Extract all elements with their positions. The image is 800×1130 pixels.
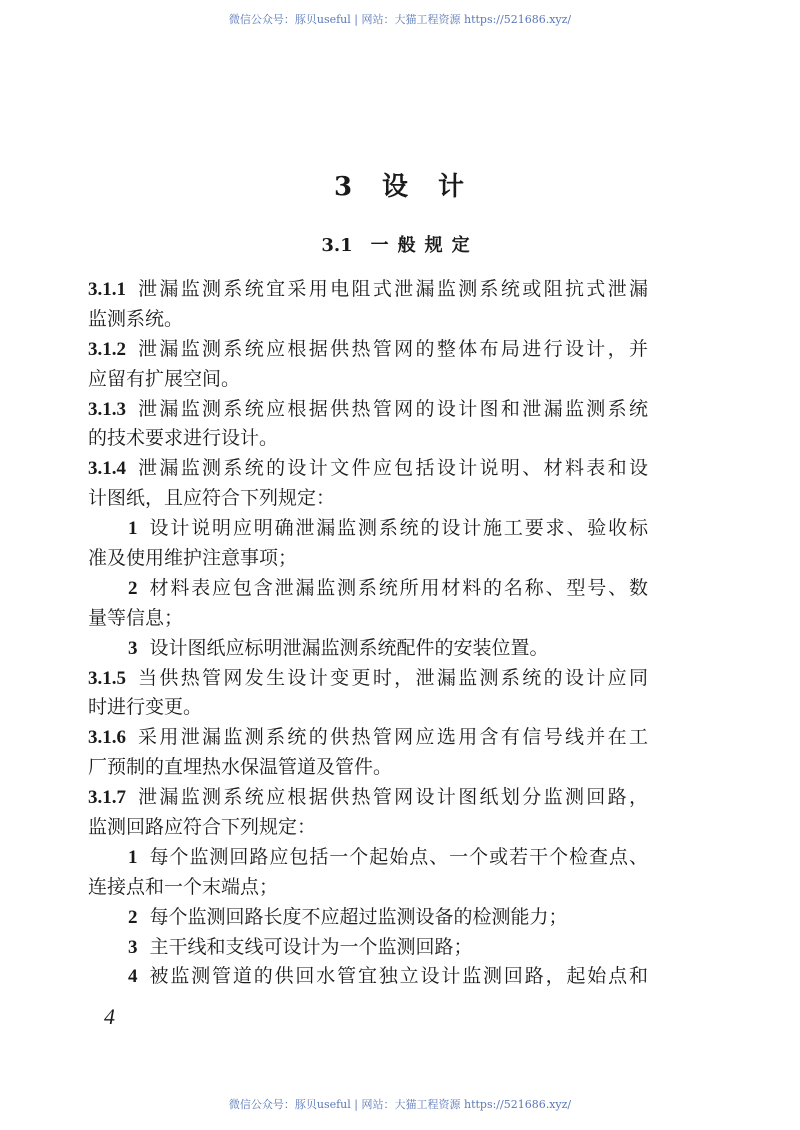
watermark-footer: 微信公众号：豚贝useful | 网站：大猫工程资源 https://521686.xyz/ [228, 1098, 572, 1111]
clause-number: 3.1.1 [88, 279, 126, 300]
line-text: 泄漏监测系统应根据供热管网的整体布局进行设计，并 [138, 337, 648, 360]
line-text: 应留有扩展空间。 [88, 367, 241, 390]
line-text: 量等信息； [88, 606, 184, 629]
document-body [88, 275, 648, 992]
line-text: 每个监测回路应包括一个起始点、一个或若干个检查点、 [149, 845, 648, 868]
paragraph-line [88, 933, 648, 963]
clause-number: 3.1.2 [88, 338, 126, 360]
page-number: 4 [104, 1004, 115, 1029]
paragraph-line [88, 305, 648, 335]
clause-number: 3.1.7 [88, 787, 126, 809]
paragraph-line [88, 664, 648, 694]
section-heading: 一般规定 [370, 235, 479, 256]
line-text: 设计说明应明确泄漏监测系统的设计施工要求、验收标 [149, 517, 648, 540]
line-text: 监测系统。 [88, 307, 184, 330]
paragraph-line [88, 335, 648, 365]
chapter-title-char: 计 [438, 172, 467, 202]
line-text: 时进行变更。 [88, 696, 203, 719]
line-text: 泄漏监测系统应根据供热管网的设计图和泄漏监测系统 [138, 397, 648, 420]
paragraph-line [88, 783, 648, 813]
line-text: 的技术要求进行设计。 [88, 427, 279, 450]
paragraph-line [88, 962, 648, 992]
paragraph-line [88, 753, 648, 783]
line-text: 当供热管网发生设计变更时，泄漏监测系统的设计应同 [138, 666, 648, 689]
line-text: 采用泄漏监测系统的供热管网应选用含有信号线并在工 [138, 726, 648, 749]
paragraph-line [88, 395, 648, 425]
clause-number: 3.1.4 [88, 458, 126, 480]
line-text: 每个监测回路长度不应超过监测设备的检测能力； [149, 905, 568, 928]
line-text: 准及使用维护注意事项； [88, 547, 298, 570]
chapter-title-char: 设 [382, 172, 411, 202]
item-number: 3 [128, 637, 138, 659]
paragraph-line [88, 693, 648, 723]
paragraph-line [88, 843, 648, 873]
paragraph-line [88, 275, 648, 305]
line-text: 材料表应包含泄漏监测系统所用材料的名称、型号、数 [149, 576, 648, 599]
chapter-number: 3 [333, 172, 355, 202]
watermark-header: 微信公众号：豚贝useful | 网站：大猫工程资源 https://521686.xyz/ [228, 13, 572, 26]
section-number: 3.1 [321, 235, 353, 256]
line-text: 泄漏监测系统应根据供热管网设计图纸划分监测回路， [138, 786, 648, 809]
line-text: 主干线和支线可设计为一个监测回路； [149, 935, 473, 958]
item-number: 4 [128, 966, 138, 988]
line-text: 泄漏监测系统宜采用电阻式泄漏监测系统或阻抗式泄漏 [138, 278, 648, 300]
paragraph-line [88, 903, 648, 933]
paragraph-line [88, 873, 648, 903]
line-text: 连接点和一个末端点； [88, 875, 279, 898]
paragraph-line [88, 723, 648, 753]
item-number: 3 [128, 936, 138, 958]
item-number: 2 [128, 577, 138, 599]
chapter-title [0, 166, 800, 203]
paragraph-line [88, 424, 648, 454]
line-text: 监测回路应符合下列规定： [88, 816, 317, 839]
clause-number: 3.1.6 [88, 727, 126, 749]
paragraph-line [88, 454, 648, 484]
line-text: 设计图纸应标明泄漏监测系统配件的安装位置。 [149, 636, 549, 659]
paragraph-line [88, 604, 648, 634]
line-text: 厂预制的直埋热水保温管道及管件。 [88, 756, 393, 779]
paragraph-line [88, 365, 648, 395]
paragraph-line [88, 484, 648, 514]
paragraph-line [88, 514, 648, 544]
clause-number: 3.1.5 [88, 667, 126, 689]
paragraph-line [88, 634, 648, 664]
paragraph-line [88, 544, 648, 574]
paragraph-line [88, 813, 648, 843]
item-number: 2 [128, 906, 138, 928]
clause-number: 3.1.3 [88, 398, 126, 420]
line-text: 被监测管道的供回水管宜独立设计监测回路，起始点和 [149, 965, 648, 988]
item-number: 1 [128, 518, 138, 540]
line-text: 泄漏监测系统的设计文件应包括设计说明、材料表和设 [138, 457, 648, 480]
line-text: 计图纸，且应符合下列规定： [88, 487, 336, 510]
item-number: 1 [128, 846, 138, 868]
section-title [0, 231, 800, 257]
paragraph-line [88, 574, 648, 604]
